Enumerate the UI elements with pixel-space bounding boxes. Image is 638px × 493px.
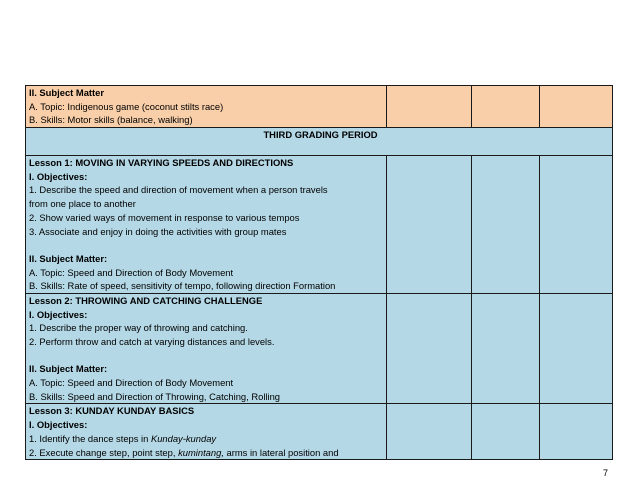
subject-matter-topic: A. Topic: Indigenous game (coconut stilts race)	[29, 100, 224, 112]
page-number: 7	[603, 468, 609, 478]
lesson2-objectives-heading: I. Objectives:	[29, 308, 88, 320]
empty-cell	[472, 404, 540, 460]
lesson1-objective-3: 3. Associate and enjoy in doing the activities with group mates	[29, 225, 287, 237]
blank-line	[29, 349, 386, 363]
lesson1-objective-1b: from one place to another	[29, 198, 136, 210]
lesson1-objectives-heading: I. Objectives:	[29, 170, 88, 182]
lesson1-objective-2: 2. Show varied ways of movement in response to various tempos	[29, 211, 300, 223]
lesson3-row	[26, 404, 613, 460]
empty-cell	[540, 156, 613, 294]
period-header: THIRD GRADING PERIOD	[263, 129, 378, 141]
lesson1-row	[26, 156, 613, 294]
empty-cell	[387, 404, 472, 460]
subject-matter-heading: II. Subject Matter	[29, 87, 105, 98]
lesson3-objective-1	[29, 432, 386, 446]
blank-line	[29, 238, 386, 252]
lesson3-objectives-heading: I. Objectives:	[29, 419, 88, 431]
lesson2-topic: A. Topic: Speed and Direction of Body Movement	[29, 377, 234, 389]
lesson2-skills: B. Skills: Speed and Direction of Throwing, Catching, Rolling	[29, 390, 280, 402]
empty-cell	[540, 293, 613, 404]
lesson3-objective-1-text: 1. Identify the dance steps in	[29, 432, 151, 444]
lesson1-cell	[26, 156, 387, 294]
period-header-row	[26, 128, 613, 156]
lesson3-title: Lesson 3: KUNDAY KUNDAY BASICS	[29, 405, 195, 417]
lesson2-subject-heading: II. Subject Matter:	[29, 363, 108, 375]
lesson3-objective-2-term: kumintang,	[178, 446, 224, 458]
empty-cell	[472, 293, 540, 404]
empty-cell	[472, 156, 540, 294]
empty-cell	[387, 86, 472, 128]
empty-cell	[472, 86, 540, 128]
lesson2-title: Lesson 2: THROWING AND CATCHING CHALLENGE	[29, 294, 263, 306]
lesson1-skills: B. Skills: Rate of speed, sensitivity of tempo, following direction Formation	[29, 280, 336, 292]
empty-cell	[540, 86, 613, 128]
lesson2-cell	[26, 293, 387, 404]
empty-cell	[387, 156, 472, 294]
lesson1-title: Lesson 1: MOVING IN VARYING SPEEDS AND DIRECTIONS	[29, 157, 294, 169]
lesson2-objective-2: 2. Perform throw and catch at varying distances and levels.	[29, 336, 275, 347]
empty-cell	[387, 293, 472, 404]
lesson3-objective-1-dance-name: Kunday-kunday	[150, 432, 217, 444]
lesson1-topic: A. Topic: Speed and Direction of Body Movement	[29, 266, 234, 278]
subject-matter-row	[26, 86, 613, 128]
lesson3-objective-2	[29, 446, 386, 460]
period-header-cell	[26, 128, 613, 156]
subject-matter-skills: B. Skills: Motor skills (balance, walking)	[29, 114, 193, 126]
lesson3-cell	[26, 404, 387, 460]
lesson2-objective-1: 1. Describe the proper way of throwing and catching.	[29, 322, 248, 334]
lesson2-row	[26, 293, 613, 404]
lesson1-objective-1a: 1. Describe the speed and direction of movement when a person travels	[29, 184, 328, 196]
empty-cell	[540, 404, 613, 460]
lesson3-objective-2-rest: arms in lateral position and	[223, 446, 339, 458]
curriculum-table	[25, 85, 613, 460]
lesson1-subject-heading: II. Subject Matter:	[29, 252, 108, 264]
lesson3-objective-2-text: 2. Execute change step, point step,	[29, 446, 179, 458]
subject-matter-cell	[26, 86, 387, 128]
